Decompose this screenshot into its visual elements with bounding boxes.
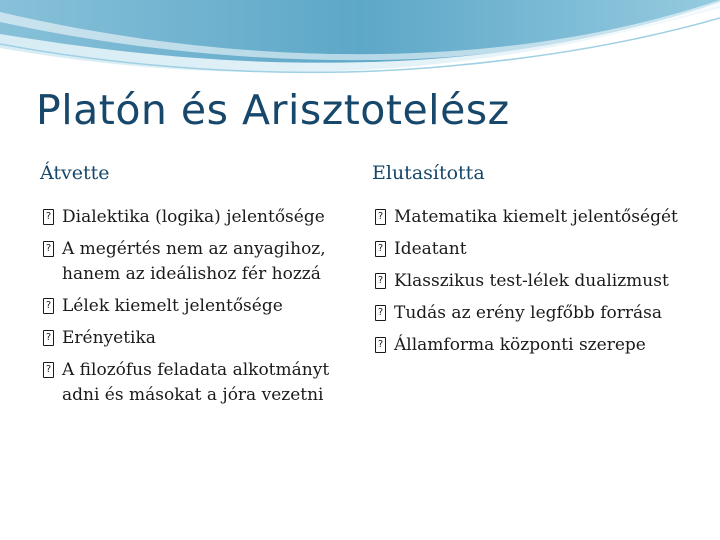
page-title: Platón és Arisztotelész — [36, 86, 510, 134]
list-item — [370, 237, 700, 262]
adopted-list — [38, 205, 360, 408]
missing-glyph-bullet-icon: ? — [43, 241, 54, 257]
list-item-text: Lélek kiemelt jelentősége — [62, 296, 283, 316]
list-item — [370, 269, 700, 294]
list-item-text: A megértés nem az anyagihoz, hanem az ideálishoz fér hozzá — [62, 239, 326, 284]
list-item-text: Államforma központi szerepe — [394, 335, 646, 355]
rejected-list — [370, 205, 700, 358]
missing-glyph-bullet-icon: ? — [375, 273, 386, 289]
list-item-text: Klasszikus test-lélek dualizmust — [394, 271, 669, 291]
list-item-text: Matematika kiemelt jelentőségét — [394, 207, 678, 227]
list-item — [38, 326, 360, 351]
column-rejected — [370, 159, 700, 365]
missing-glyph-bullet-icon: ? — [375, 241, 386, 257]
list-item — [370, 301, 700, 326]
list-item — [38, 294, 360, 319]
list-item-text: A filozófus feladata alkotmányt adni és másokat a jóra vezetni — [62, 360, 330, 405]
list-item-text: Ideatant — [394, 239, 467, 259]
missing-glyph-bullet-icon: ? — [43, 298, 54, 314]
column-adopted — [38, 159, 360, 415]
missing-glyph-bullet-icon: ? — [43, 209, 54, 225]
column-heading: Átvette — [40, 162, 110, 184]
list-item-text: Tudás az erény legfőbb forrása — [394, 303, 662, 323]
decorative-wave-header — [0, 0, 720, 90]
missing-glyph-bullet-icon: ? — [43, 330, 54, 346]
list-item — [38, 237, 360, 287]
list-item — [38, 358, 360, 408]
missing-glyph-bullet-icon: ? — [375, 209, 386, 225]
list-item — [370, 333, 700, 358]
missing-glyph-bullet-icon: ? — [375, 337, 386, 353]
column-heading: Elutasította — [372, 162, 485, 184]
list-item-text: Erényetika — [62, 328, 156, 348]
list-item — [38, 205, 360, 230]
missing-glyph-bullet-icon: ? — [43, 362, 54, 378]
list-item-text: Dialektika (logika) jelentősége — [62, 207, 325, 227]
list-item — [370, 205, 700, 230]
missing-glyph-bullet-icon: ? — [375, 305, 386, 321]
